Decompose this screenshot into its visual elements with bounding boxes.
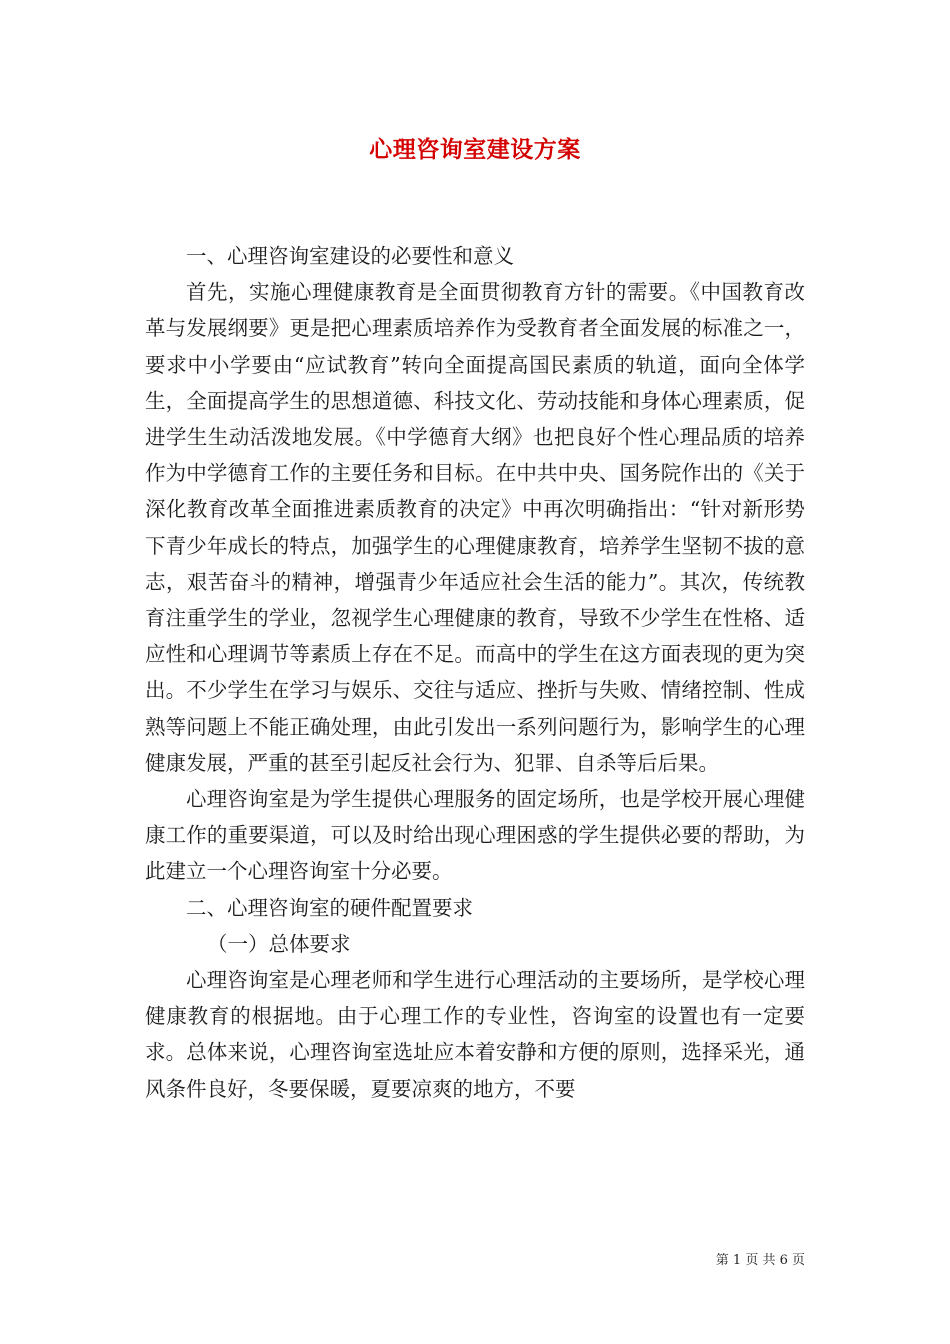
paragraph-general-requirements: 心理咨询室是心理老师和学生进行心理活动的主要场所，是学校心理健康教育的根据地。由于心理工作的专业性，咨询室的设置也有一定要求。总体来说，心理咨询室选址应本着安静和方便的原则，选择采光，通风条件良好，冬要保暖，夏要凉爽的地方，不要 — [145, 968, 805, 1101]
document-title: 心理咨询室建设方案 — [369, 136, 581, 163]
paragraph-counseling-room: 心理咨询室是为学生提供心理服务的固定场所，也是学校开展心理健康工作的重要渠道，可以及时给出现心理困惑的学生提供必要的帮助，为此建立一个心理咨询室十分必要。 — [145, 787, 805, 884]
section-heading-1: 一、心理咨询室建设的必要性和意义 — [186, 244, 514, 268]
paragraph-necessity: 首先，实施心理健康教育是全面贯彻教育方针的需要。《中国教育改革与发展纲要》更是把心理素质培养作为受教育者全面发展的标准之一，要求中小学要由“应试教育”转向全面提高国民素质的轨道，面向全体学生，全面提高学生的思想道德、科技文化、劳动技能和身体心理素质，促进学生生动活泼地发展。《中学德育大纲》也把良好个性心理品质的培养作为中学德育工作的主要任务和目标。在中共中央、国务院作出的《关于深化教育改革全面推进素质教育的决定》中再次明确指出：“针对新形势下青少年成长的特点，加强学生的心理健康教育，培养学生坚韧不拔的意志，艰苦奋斗的精神，增强青少年适应社会生活的能力”。其次，传统教育注重学生的学业，忽视学生心理健康的教育，导致不少学生在性格、适应性和心理调节等素质上存在不足。而高中的学生在这方面表现的更为突出。不少学生在学习与娱乐、交往与适应、挫折与失败、情绪控制、性成熟等问题上不能正确处理，由此引发出一系列问题行为，影响学生的心理健康发展，严重的甚至引起反社会行为、犯罪、自杀等后后果。 — [145, 280, 805, 775]
page-number-footer: 第 1 页 共 6 页 — [715, 1253, 805, 1268]
section-heading-2: 二、心理咨询室的硬件配置要求 — [186, 895, 473, 920]
document-body — [145, 238, 805, 1107]
subsection-heading-1: （一）总体要求 — [207, 931, 351, 956]
